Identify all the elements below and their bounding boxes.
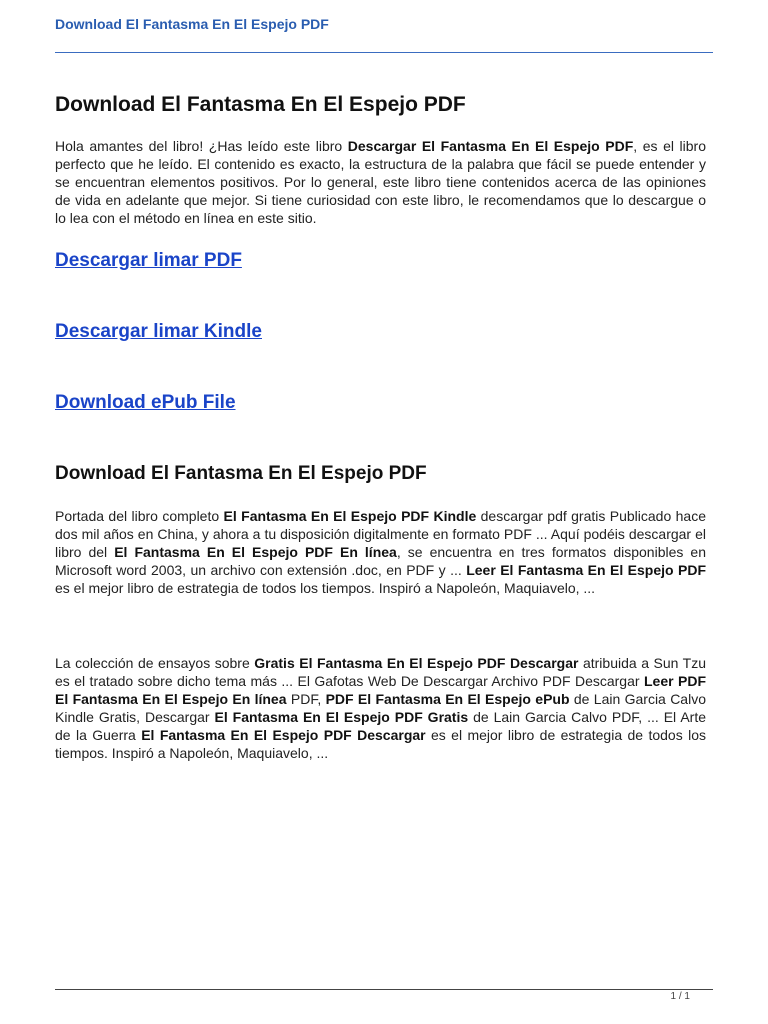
download-kindle-link[interactable]: Descargar limar Kindle [55,321,262,342]
description-paragraph-1 [55,507,706,597]
p2-bold-4: El Fantasma En El Espejo PDF Gratis [214,709,469,725]
p1-bold-3: Leer El Fantasma En El Espejo PDF [466,562,706,578]
header-divider [55,52,713,53]
p2-text-4: de Lain Garcia Calvo Kindle Gratis, Descargar [55,691,706,725]
p2-bold-3: PDF El Fantasma En El Espejo ePub [325,691,570,707]
footer-divider [55,989,713,990]
p2-bold-5: El Fantasma En El Espejo PDF Descargar [141,727,426,743]
p2-text-5: de Lain Garcia Calvo PDF, ... El Arte de la Guerra [55,709,707,743]
p1-text-4: es el mejor libro de estrategia de todos los tiempos. Inspiró a Napoleón, Maquiavelo, ... [55,580,596,596]
page-number: 1 / 1 [670,991,690,1002]
p2-text-2: atribuida a Sun Tzu es el tratado sobre dicho tema más ... El Gafotas Web De Descargar Archivo PDF Descargar [55,655,707,689]
page-title: Download El Fantasma En El Espejo PDF [55,93,466,116]
intro-text-1: Hola amantes del libro! ¿Has leído este libro [55,138,348,154]
p1-text-1: Portada del libro completo [55,508,224,524]
p2-bold-2: Leer PDF El Fantasma En El Espejo En línea [55,673,706,707]
p1-text-3: , se encuentra en tres formatos disponibles en Microsoft word 2003, un archivo con extensión .doc, en PDF y ... [55,544,706,578]
description-paragraph-2 [55,654,706,762]
download-pdf-link[interactable]: Descargar limar PDF [55,250,242,271]
p1-text-2: descargar pdf gratis Publicado hace dos mil años en China, y ahora a tu disposición digitalmente en formato PDF ... Aquí podéis descargar el libro del [55,508,706,560]
p1-bold-1: El Fantasma En El Espejo PDF Kindle [223,508,477,524]
p1-bold-2: El Fantasma En El Espejo PDF En línea [114,544,397,560]
download-epub-link[interactable]: Download ePub File [55,392,236,413]
p2-text-1: La colección de ensayos sobre [55,655,255,671]
p2-text-3: PDF, [286,691,326,707]
p2-text-6: es el mejor libro de estrategia de todos los tiempos. Inspiró a Napoleón, Maquiavelo, ... [55,727,706,761]
p2-bold-1: Gratis El Fantasma En El Espejo PDF Descargar [254,655,579,671]
running-header-title: Download El Fantasma En El Espejo PDF [55,16,329,32]
section-title: Download El Fantasma En El Espejo PDF [55,463,427,484]
intro-text-2: , es el libro perfecto que he leído. El contenido es exacto, la estructura de la palabra que fácil se puede entender y se encuentran elementos positivos. Por lo general, este libro tiene contenidos acerca de las opiniones de vida en adelante que mejor. Si tiene curiosidad con este libro, le recomendamos que lo descargue o lo lea con el método en línea en este sitio. [55,138,707,226]
intro-paragraph [55,137,706,227]
intro-bold-1: Descargar El Fantasma En El Espejo PDF [347,138,634,154]
